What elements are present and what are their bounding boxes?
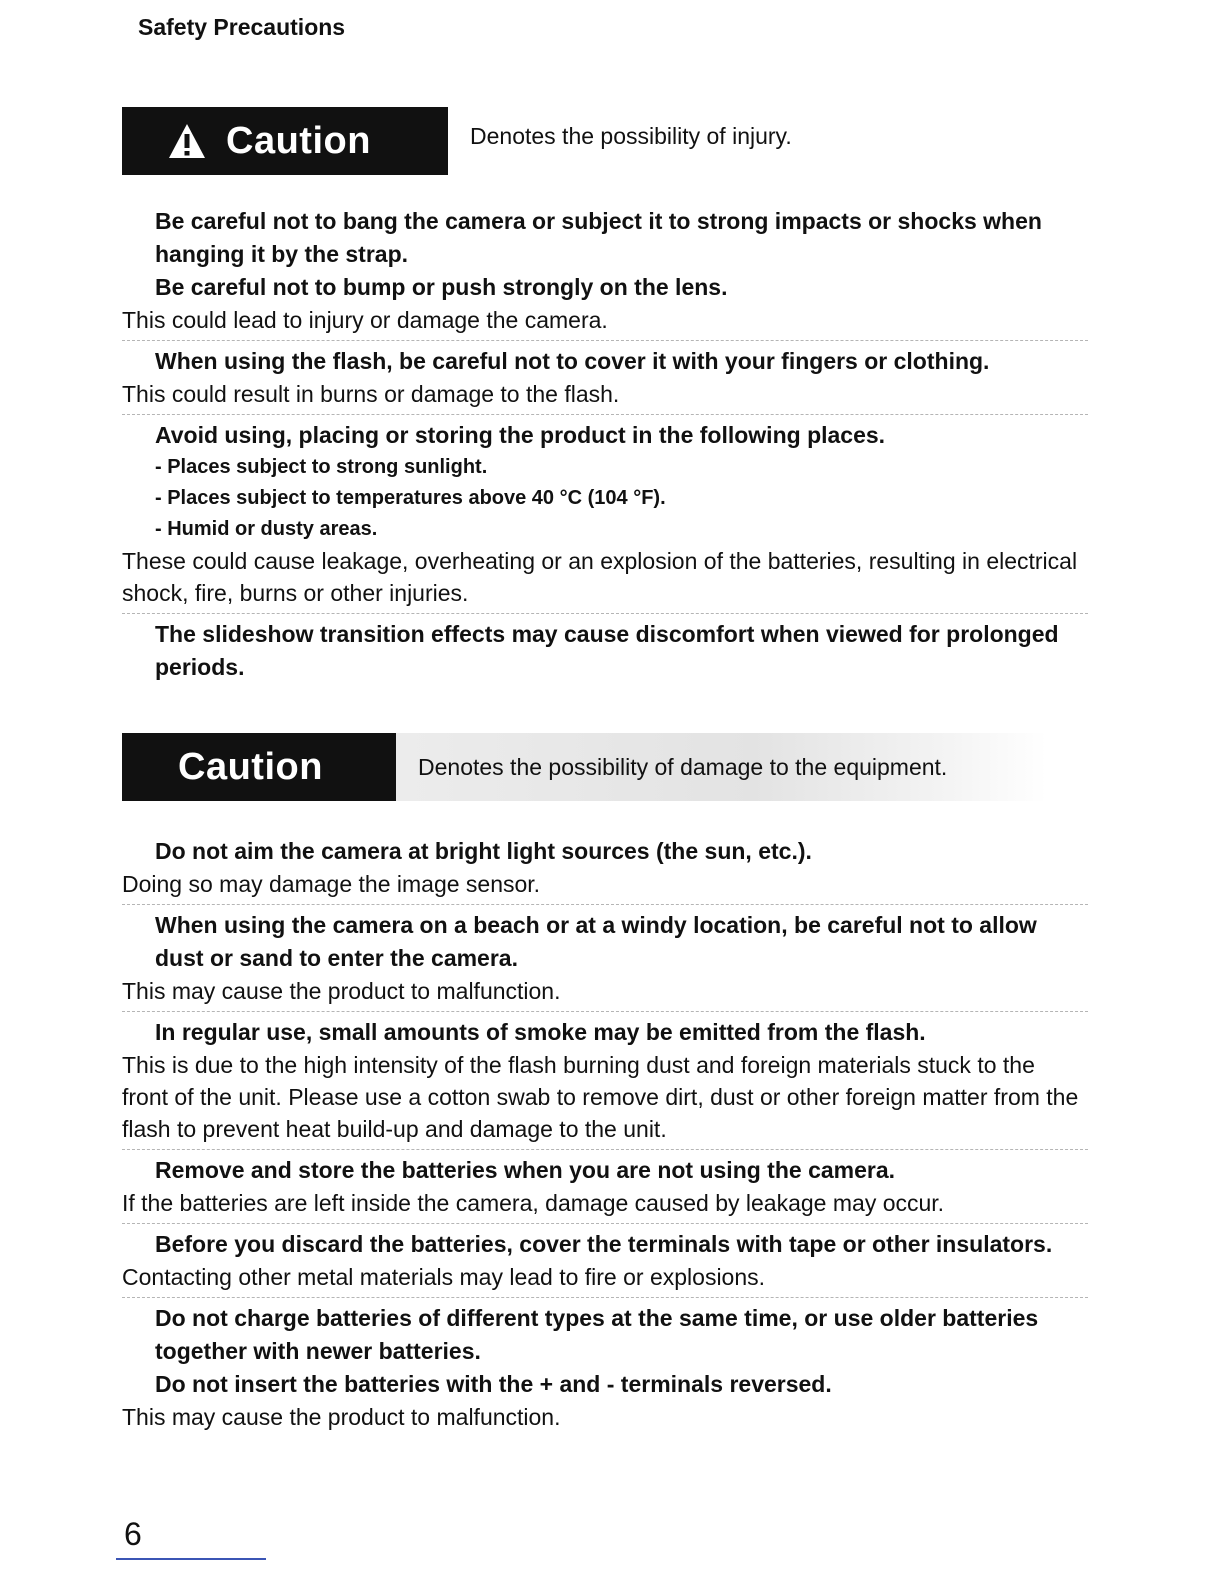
precaution-explanation: This is due to the high intensity of the flash burning dust and foreign materials stuck to the front of the unit. Please use a cotton swab to remove dirt, dust or other foreign matter from the flash to prevent heat build-up and damage to the unit.: [122, 1052, 1079, 1142]
precaution-heading: Do not insert the batteries with the + and - terminals reversed.: [155, 1371, 832, 1397]
precaution-sub-item: - Places subject to temperatures above 40 °C (104 °F).: [155, 487, 666, 509]
precaution-heading: Do not aim the camera at bright light sources (the sun, etc.).: [155, 838, 812, 864]
precaution-heading: Avoid using, placing or storing the product in the following places.: [155, 422, 886, 448]
caution-injury-label: Caution: [226, 119, 371, 162]
precaution-sub-item: - Places subject to strong sunlight.: [155, 456, 488, 478]
warning-triangle-icon: [168, 123, 206, 159]
page-number: 6: [124, 1516, 142, 1552]
precaution-heading: When using the flash, be careful not to cover it with your fingers or clothing.: [155, 348, 990, 374]
caution-injury-list: [0, 205, 1224, 688]
precaution-explanation: This could lead to injury or damage the camera.: [122, 307, 608, 333]
precaution-heading: When using the camera on a beach or at a windy location, be careful not to allow dust or sand to enter the camera.: [155, 912, 1037, 971]
precaution-item: [0, 835, 1224, 904]
precaution-heading: Remove and store the batteries when you are not using the camera.: [155, 1157, 896, 1183]
precaution-heading: Do not charge batteries of different types at the same time, or use older batteries together with newer batteries.: [155, 1305, 1039, 1364]
caution-equipment-banner: [122, 733, 1047, 801]
precaution-item: [122, 414, 1088, 613]
caution-equipment-list: [0, 835, 1224, 1437]
caution-injury-description: Denotes the possibility of injury.: [470, 122, 792, 149]
precaution-item: [122, 1223, 1088, 1297]
precaution-item: [122, 1011, 1088, 1149]
precaution-heading: Be careful not to bump or push strongly on the lens.: [155, 274, 728, 300]
precaution-explanation: Contacting other metal materials may lead to fire or explosions.: [122, 1264, 766, 1290]
page-title: Safety Precautions: [138, 14, 346, 40]
precaution-explanation: Doing so may damage the image sensor.: [122, 871, 541, 897]
precaution-sub-item: - Humid or dusty areas.: [155, 518, 378, 540]
precaution-heading: In regular use, small amounts of smoke may be emitted from the flash.: [155, 1019, 926, 1045]
caution-injury-banner: [122, 107, 792, 175]
precaution-heading: The slideshow transition effects may cause discomfort when viewed for prolonged periods.: [155, 621, 1059, 680]
precaution-explanation: If the batteries are left inside the camera, damage caused by leakage may occur.: [122, 1190, 945, 1216]
precaution-item: [122, 340, 1088, 414]
caution-equipment-label-box: [122, 733, 396, 801]
precaution-item: [122, 613, 1088, 688]
caution-injury-label-box: [122, 107, 448, 175]
precaution-heading: Before you discard the batteries, cover the terminals with tape or other insulators.: [155, 1231, 1053, 1257]
precaution-explanation: These could cause leakage, overheating or an explosion of the batteries, resulting in electrical shock, fire, burns or other injuries.: [122, 548, 1078, 606]
precaution-explanation: This may cause the product to malfunction.: [122, 1404, 561, 1430]
precaution-heading: Be careful not to bang the camera or subject it to strong impacts or shocks when hanging it by the strap.: [155, 208, 1042, 267]
precaution-explanation: This could result in burns or damage to the flash.: [122, 381, 620, 407]
caution-equipment-description: Denotes the possibility of damage to the equipment.: [396, 733, 1047, 801]
precaution-item: [122, 1297, 1088, 1437]
precaution-explanation: This may cause the product to malfunction.: [122, 978, 561, 1004]
precaution-item: [122, 904, 1088, 1011]
page-number-rule: [116, 1558, 266, 1560]
caution-equipment-label: Caution: [178, 745, 323, 788]
precaution-item: [0, 205, 1224, 340]
precaution-item: [122, 1149, 1088, 1223]
